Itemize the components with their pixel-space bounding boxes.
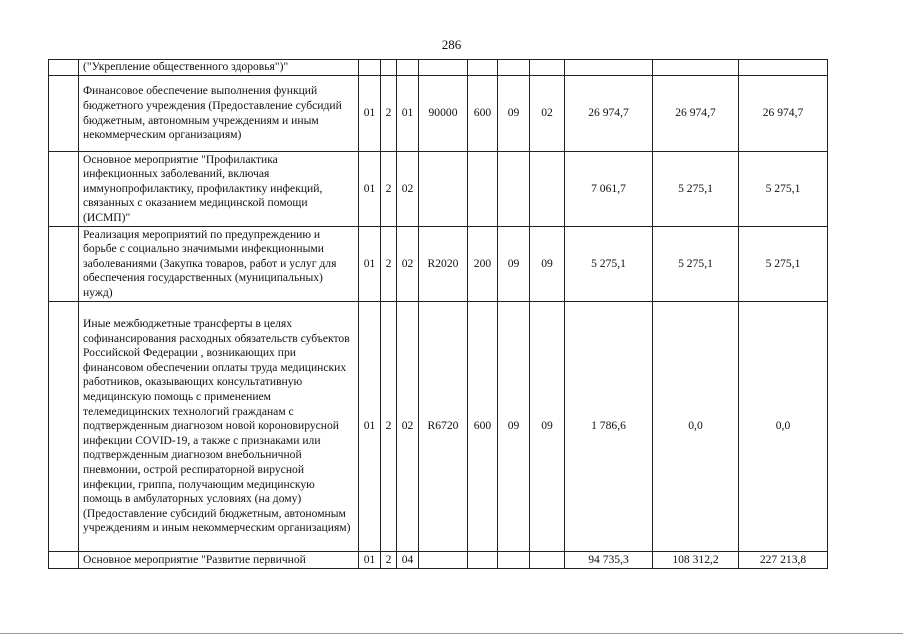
code-cell: 09 xyxy=(498,302,530,552)
code-cell: 09 xyxy=(530,302,565,552)
code-cell: 600 xyxy=(468,302,498,552)
amount-cell: 0,0 xyxy=(653,302,739,552)
code-cell: 90000 xyxy=(419,76,468,152)
code-cell xyxy=(419,552,468,569)
code-cell xyxy=(468,552,498,569)
code-cell: 01 xyxy=(397,76,419,152)
code-cell xyxy=(381,60,397,76)
amount-cell xyxy=(739,60,828,76)
table-row xyxy=(49,60,828,76)
table-row xyxy=(49,552,828,569)
code-cell: 01 xyxy=(359,227,381,302)
amount-cell: 26 974,7 xyxy=(653,76,739,152)
code-cell: 01 xyxy=(359,552,381,569)
code-cell: 02 xyxy=(397,302,419,552)
amount-cell: 26 974,7 xyxy=(739,76,828,152)
code-cell: 09 xyxy=(530,227,565,302)
code-cell xyxy=(498,152,530,227)
code-cell: 600 xyxy=(468,76,498,152)
row-index-cell xyxy=(49,60,79,76)
table-row xyxy=(49,152,828,227)
code-cell xyxy=(530,60,565,76)
amount-cell xyxy=(653,60,739,76)
code-cell: 02 xyxy=(397,227,419,302)
table-row xyxy=(49,227,828,302)
row-description: ("Укрепление общественного здоровья")" xyxy=(79,60,359,76)
row-description: Реализация мероприятий по предупреждению и борьбе с социально значимыми инфекционными заболеваниями (Закупка товаров, работ и услуг для обеспечения государственных (муниципальных) нужд) xyxy=(79,227,359,302)
code-cell: 02 xyxy=(397,152,419,227)
code-cell xyxy=(359,60,381,76)
row-index-cell xyxy=(49,302,79,552)
row-index-cell xyxy=(49,76,79,152)
amount-cell: 7 061,7 xyxy=(565,152,653,227)
code-cell: 01 xyxy=(359,302,381,552)
amount-cell: 5 275,1 xyxy=(653,227,739,302)
amount-cell: 5 275,1 xyxy=(565,227,653,302)
code-cell xyxy=(498,60,530,76)
code-cell: R6720 xyxy=(419,302,468,552)
code-cell: 01 xyxy=(359,152,381,227)
code-cell: 2 xyxy=(381,76,397,152)
code-cell xyxy=(468,60,498,76)
budget-table xyxy=(48,59,828,569)
code-cell xyxy=(530,552,565,569)
code-cell xyxy=(419,60,468,76)
code-cell xyxy=(419,152,468,227)
row-index-cell xyxy=(49,552,79,569)
page-number: 286 xyxy=(441,37,462,52)
amount-cell: 94 735,3 xyxy=(565,552,653,569)
amount-cell: 0,0 xyxy=(739,302,828,552)
code-cell: 09 xyxy=(498,76,530,152)
table-row xyxy=(49,76,828,152)
code-cell: 01 xyxy=(359,76,381,152)
code-cell: 04 xyxy=(397,552,419,569)
row-description: Основное мероприятие "Развитие первичной xyxy=(79,552,359,569)
amount-cell: 5 275,1 xyxy=(739,227,828,302)
amount-cell: 5 275,1 xyxy=(653,152,739,227)
page-bottom-divider xyxy=(0,633,903,634)
code-cell xyxy=(397,60,419,76)
code-cell xyxy=(468,152,498,227)
amount-cell xyxy=(565,60,653,76)
code-cell: 2 xyxy=(381,552,397,569)
code-cell xyxy=(530,152,565,227)
amount-cell: 227 213,8 xyxy=(739,552,828,569)
amount-cell: 108 312,2 xyxy=(653,552,739,569)
code-cell: 2 xyxy=(381,227,397,302)
amount-cell: 1 786,6 xyxy=(565,302,653,552)
row-description: Основное мероприятие "Профилактика инфекционных заболеваний, включая иммунопрофилактику, профилактику инфекций, связанных с оказанием медицинской помощи (ИСМП)" xyxy=(79,152,359,227)
row-index-cell xyxy=(49,152,79,227)
row-description: Иные межбюджетные трансферты в целях софинансирования расходных обязательств субъектов Российской Федерации , возникающих при финансовом обеспечении оплаты труда медицинских работников, оказывающих консультативную медицинскую помощь с применением телемедицинских технологий гражданам с подтвержденным диагнозом новой короновирусной инфекции COVID-19, а также с признаками или подтвержденным диагнозом внебольничной пневмонии, острой респираторной вирусной инфекции, гриппа, получающим медицинскую помощь в амбулаторных условиях (на дому) (Предоставление субсидий бюджетным, автономным учреждениям и иным некоммерческим организациям) xyxy=(79,302,359,552)
row-description: Финансовое обеспечение выполнения функций бюджетного учреждения (Предоставление субсидий бюджетным, автономным учреждениям и иным некоммерческим организациям) xyxy=(79,76,359,152)
amount-cell: 26 974,7 xyxy=(565,76,653,152)
row-index-cell xyxy=(49,227,79,302)
code-cell: 09 xyxy=(498,227,530,302)
amount-cell: 5 275,1 xyxy=(739,152,828,227)
code-cell xyxy=(498,552,530,569)
code-cell: 2 xyxy=(381,152,397,227)
code-cell: 02 xyxy=(530,76,565,152)
code-cell: R2020 xyxy=(419,227,468,302)
code-cell: 2 xyxy=(381,302,397,552)
code-cell: 200 xyxy=(468,227,498,302)
table-row xyxy=(49,302,828,552)
